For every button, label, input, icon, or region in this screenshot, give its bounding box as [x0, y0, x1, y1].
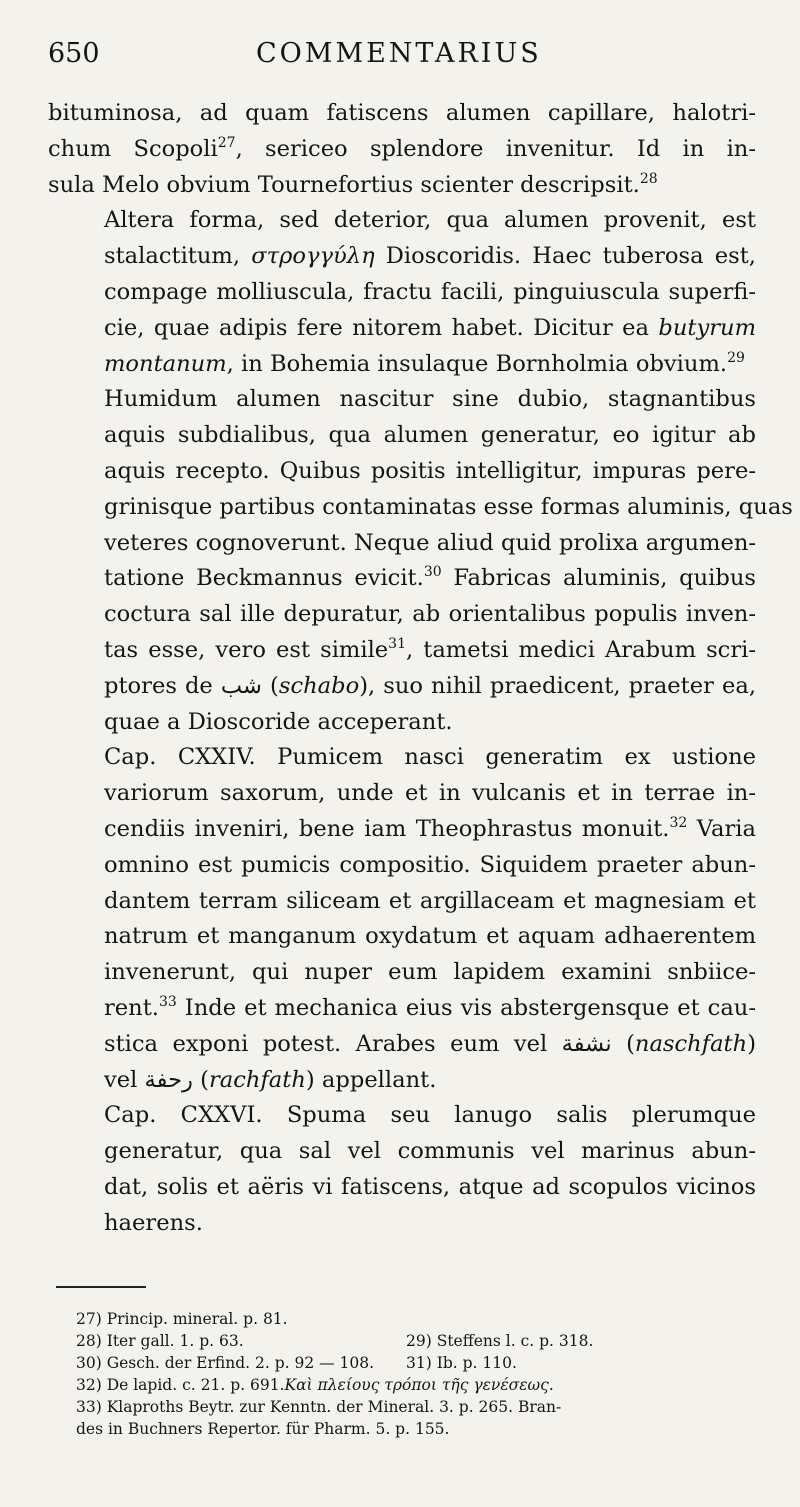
italic-term: montanum [104, 350, 227, 377]
paragraph-5 [48, 1098, 756, 1241]
paragraph-3 [48, 382, 793, 740]
text-line: variorum saxorum, unde et in vulcanis et in terrae in- [104, 780, 756, 807]
text-line: montanum, in Bohemia insulaque Bornholmia obvium.$^{29}$ [104, 349, 745, 377]
italic-term: naschfath [634, 1030, 748, 1057]
footnote-ref: 29 [727, 349, 745, 366]
arabic-term: رحفة [144, 1066, 193, 1093]
text-line: cendiis inveniri, bene iam Theophrastus monuit.$^{32}$ Varia [104, 814, 756, 842]
text-line: vel رحفة (rachfath) appellant. [104, 1066, 437, 1093]
text-line: bituminosa, ad quam fatiscens alumen capillare, halotri- [48, 100, 756, 126]
greek-quote: Καὶ πλείους τρόποι τῆς γενέσεως. [284, 1375, 554, 1394]
text-line: Cap. CXXIV. Pumicem nasci generatim ex ustione [104, 744, 756, 771]
page-number: 650 [48, 38, 100, 69]
text-line: Cap. CXXVI. Spuma seu lanugo salis plerumque [104, 1102, 756, 1129]
footnote-ref: 27 [217, 134, 236, 151]
text-line: Altera forma, sed deterior, qua alumen provenit, est [104, 207, 756, 234]
text-line: chum Scopoli$^{27}$, sericeo splendore invenitur. Id in in- [48, 134, 756, 162]
text-line: haerens. [104, 1209, 203, 1236]
text-line: natrum et manganum oxydatum et aquam adhaerentem [104, 923, 756, 950]
text-line: ptores de شب (schabo), suo nihil praedicent, praeter ea, [104, 672, 757, 699]
footnote-ref: 28 [639, 170, 658, 187]
text-line: stica exponi potest. Arabes eum vel نشفة (naschfath) [104, 1030, 757, 1057]
text-line: veteres cognoverunt. Neque aliud quid prolixa argumen- [104, 529, 756, 556]
italic-term: schabo [278, 672, 360, 699]
arabic-term: شب [220, 672, 262, 699]
italic-term: rachfath [208, 1066, 306, 1093]
italic-term: butyrum [658, 314, 756, 341]
footnote: des in Buchners Repertor. für Pharm. 5. p. 155. [76, 1419, 450, 1438]
footnotes [48, 1308, 756, 1440]
text-line: grinisque partibus contaminatas esse formas aluminis, quas [104, 493, 793, 520]
page-header [48, 38, 756, 96]
paragraph-4 [48, 740, 756, 1098]
footnote-ref: 30 [423, 564, 442, 581]
footnote-divider [56, 1286, 146, 1288]
text-line: sula Melo obvium Tournefortius scienter descripsit.$^{28}$ [48, 170, 658, 198]
paragraph-1 [48, 96, 756, 203]
footnote: 33) Klaproths Beytr. zur Kenntn. der Mineral. 3. p. 265. Bran- [76, 1397, 562, 1416]
footnote-ref: 31 [388, 635, 406, 652]
greek-term: στρογγύλη [251, 243, 375, 270]
footnote: 27) Princip. mineral. p. 81. [76, 1309, 288, 1328]
footnote: 30) Gesch. der Erfind. 2. p. 92 — 108. 31) Ib. p. 110. [76, 1353, 517, 1372]
text-line: aquis subdialibus, qua alumen generatur, eo igitur ab [104, 422, 756, 449]
text-line: dantem terram siliceam et argillaceam et magnesiam et [104, 887, 756, 914]
text-line: generatur, qua sal vel communis vel marinus abun- [104, 1138, 756, 1165]
text-line: Humidum alumen nascitur sine dubio, stagnantibus [104, 386, 756, 413]
text-line: tas esse, vero est simile$^{31}$, tametsi medici Arabum scri- [104, 635, 756, 663]
text-line: rent.$^{33}$ Inde et mechanica eius vis abstergensque et cau- [104, 993, 756, 1021]
main-text [48, 96, 793, 1242]
text-line: compage molliuscula, fractu facili, pinguiuscula superfi- [104, 278, 756, 305]
arabic-term: نشفة [561, 1030, 612, 1057]
text-line: stalactitum, στρογγύλη Dioscoridis. Haec tuberosa est, [104, 243, 756, 270]
text-line: tatione Beckmannus evicit.$^{30}$ Fabricas aluminis, quibus [104, 564, 756, 592]
text-line: aquis recepto. Quibus positis intelligitur, impuras pere- [104, 457, 756, 484]
footnote-ref: 32 [669, 814, 688, 831]
text-line: invenerunt, qui nuper eum lapidem examini snbiice- [104, 959, 756, 986]
text-line: coctura sal ille depuratur, ab orientalibus populis inven- [104, 601, 756, 628]
paragraph-2 [48, 203, 756, 382]
footnote: 28) Iter gall. 1. p. 63. 29) Steffens l. c. p. 318. [76, 1331, 594, 1350]
footnote: 32) De lapid. c. 21. p. 691. Καὶ πλείους τρόποι τῆς γενέσεως. [76, 1375, 554, 1394]
text-line: quae a Dioscoride acceperant. [104, 708, 453, 735]
text-line: dat, solis et aëris vi fatiscens, atque ad scopulos vicinos [104, 1173, 756, 1200]
text-line: cie, quae adipis fere nitorem habet. Dicitur ea butyrum [104, 314, 756, 341]
text-line: omnino est pumicis compositio. Siquidem praeter abun- [104, 851, 756, 878]
running-head: COMMENTARIUS [256, 38, 542, 69]
footnote-ref: 33 [158, 993, 177, 1010]
